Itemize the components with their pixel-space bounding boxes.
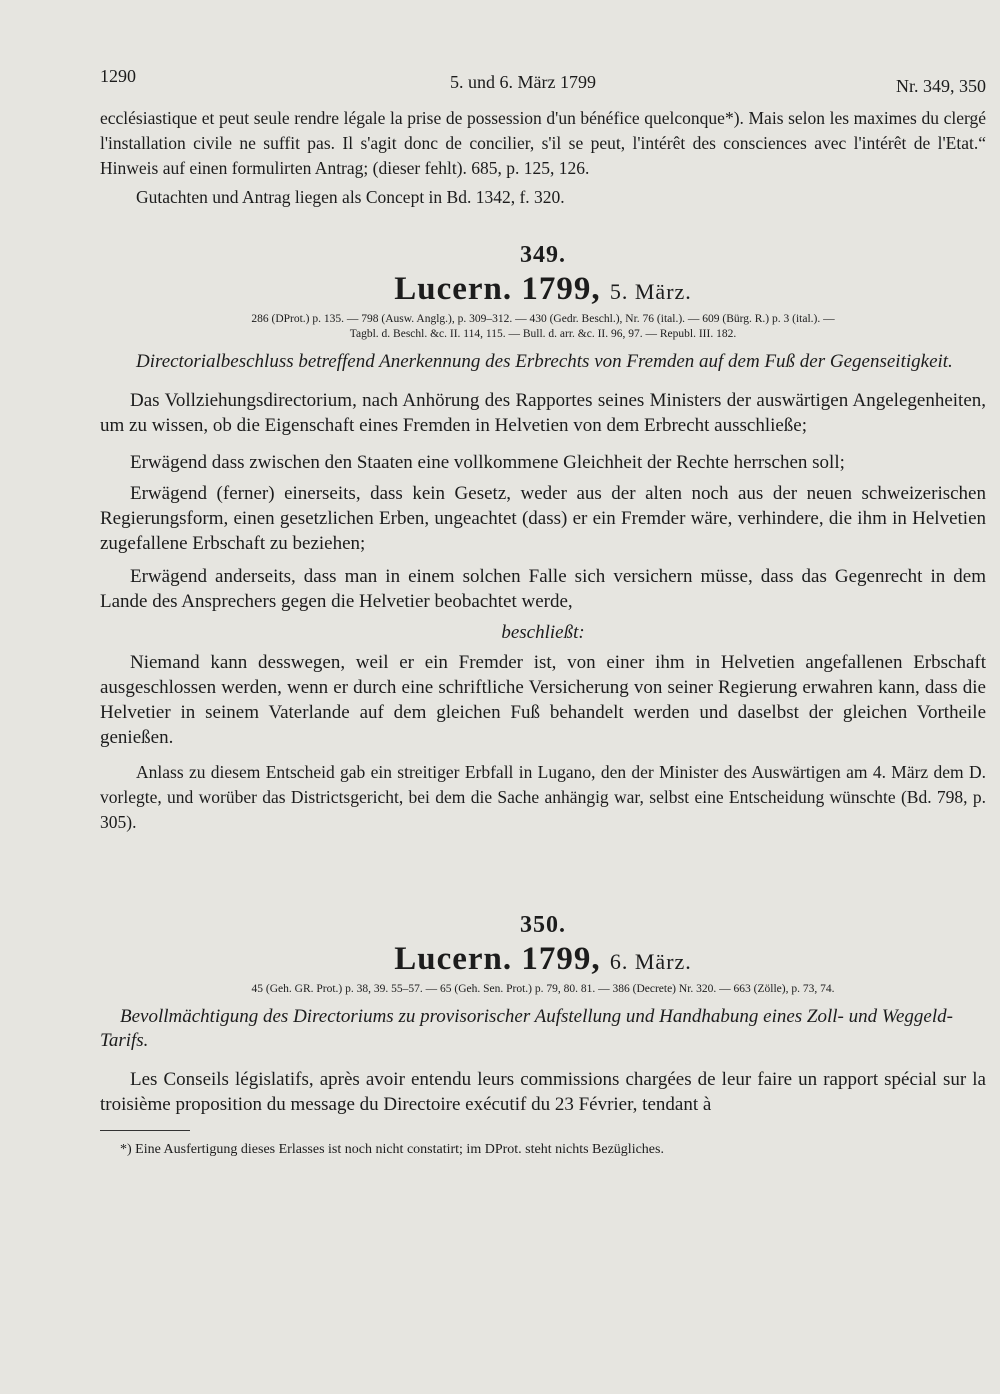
doc-paragraph: Erwägend (ferner) einerseits, dass kein Gesetz, weder aus der alten noch aus der neuen schweizerischen Regierungsform, einen gesetzlichen Erben, ungeachtet (dass) er ein Fremder wäre, verhindere, die ihm in Helvetien zugefallene Erbschaft zu beziehen; — [100, 483, 986, 554]
doc-references-line-1: 45 (Geh. GR. Prot.) p. 38, 39. 55–57. — 65 (Geh. Sen. Prot.) p. 79, 80. 81. — 386 (Decrete) Nr. 320. — 663 (Zölle), p. 73, 74. — [251, 983, 835, 995]
doc-paragraph: Erwägend anderseits, dass man in einem solchen Falle sich versichern müsse, dass das Gegenrecht in dem Lande des Ansprechers gegen die Helvetier beobachtet werde, — [100, 566, 986, 612]
document-349 — [100, 242, 986, 835]
page-number: 1290 — [100, 66, 136, 86]
doc-note: Anlass zu diesem Entscheid gab ein streitiger Erbfall in Lugano, den der Minister des Auswärtigen am 4. März dem D. vorlegte, und worüber das Districtsgericht, bei dem die Sache anhängig war, selbst eine Entscheidung wünschte (Bd. 798, p. 305). — [100, 762, 986, 832]
document-350 — [100, 912, 986, 1117]
doc-title — [100, 271, 986, 308]
doc-paragraph: Das Vollziehungsdirectorium, nach Anhörung des Rapportes seines Ministers der auswärtigen Angelegenheiten, um zu wissen, ob die Eigenschaft eines Fremden in Helvetien von dem Erbrecht ausschließe; — [100, 390, 986, 436]
continuation-paragraph: ecclésiastique et peut seule rendre légale la prise de possession d'un bénéfice quelconque*). Mais selon les maximes du clergé l'installation civile ne suffit pas. Il s'agit donc de concilier, s'il se peut, l'intérêt des consciences avec l'intérêt de l'Etat.“ Hinweis auf einen formulirten Antrag; (dieser fehlt). 685, p. 125, 126. — [100, 108, 986, 178]
running-header — [100, 66, 990, 96]
doc-place-year: Lucern. 1799, — [394, 271, 601, 307]
doc-subject: Bevollmächtigung des Directoriums zu provisorischer Aufstellung und Handhabung eines Zoll- und Weggeld-Tarifs. — [100, 1006, 953, 1051]
doc-paragraph: Les Conseils législatifs, après avoir entendu leurs commissions chargées de leur faire un rapport spécial sur la troisième proposition du message du Directoire exécutif du 23 Février, tendant à — [100, 1069, 986, 1115]
header-date: 5. und 6. März 1799 — [450, 72, 596, 92]
doc-title — [100, 941, 986, 978]
continuation-block — [100, 106, 986, 210]
doc-place-year: Lucern. 1799, — [394, 941, 601, 977]
footnote-rule — [100, 1130, 190, 1131]
doc-paragraph: Niemand kann desswegen, weil er ein Fremder ist, von einer ihm in Helvetien angefallenen Erbschaft ausgeschlossen werden, wenn er durch eine schriftliche Versicherung von seiner Regierung erwahren kann, dass die Helvetier in seinem Vaterlande auf dem gleichen Fuß behandelt werden und daselbst der gleichen Vortheile genießen. — [100, 652, 986, 748]
doc-references-line-2: Tagbl. d. Beschl. &c. II. 114, 115. — Bull. d. arr. &c. II. 96, 97. — Republ. III. 182. — [349, 328, 737, 340]
doc-day: 6. März. — [609, 949, 692, 974]
resolves-heading: beschließt: — [501, 622, 585, 643]
continuation-note: Gutachten und Antrag liegen als Concept in Bd. 1342, f. 320. — [136, 187, 565, 207]
doc-number: 350. — [520, 912, 566, 938]
doc-number: 349. — [520, 242, 566, 268]
doc-day: 5. März. — [609, 279, 692, 304]
doc-paragraph: Erwägend dass zwischen den Staaten eine vollkommene Gleichheit der Rechte herrschen soll; — [130, 452, 845, 473]
header-doc-numbers: Nr. 349, 350 — [896, 76, 986, 96]
footnote: *) Eine Ausfertigung dieses Erlasses ist noch nicht constatirt; im DProt. steht nichts Bezügliches. — [120, 1142, 664, 1157]
doc-subject: Directorialbeschluss betreffend Anerkennung des Erbrechts von Fremden auf dem Fuß der Gegenseitigkeit. — [136, 351, 953, 372]
doc-references-line-1: 286 (DProt.) p. 135. — 798 (Ausw. Anglg.), p. 309–312. — 430 (Gedr. Beschl.), Nr. 76 (ital.). — 609 (Bürg. R.) p. 3 (ital.). — — [251, 313, 835, 325]
